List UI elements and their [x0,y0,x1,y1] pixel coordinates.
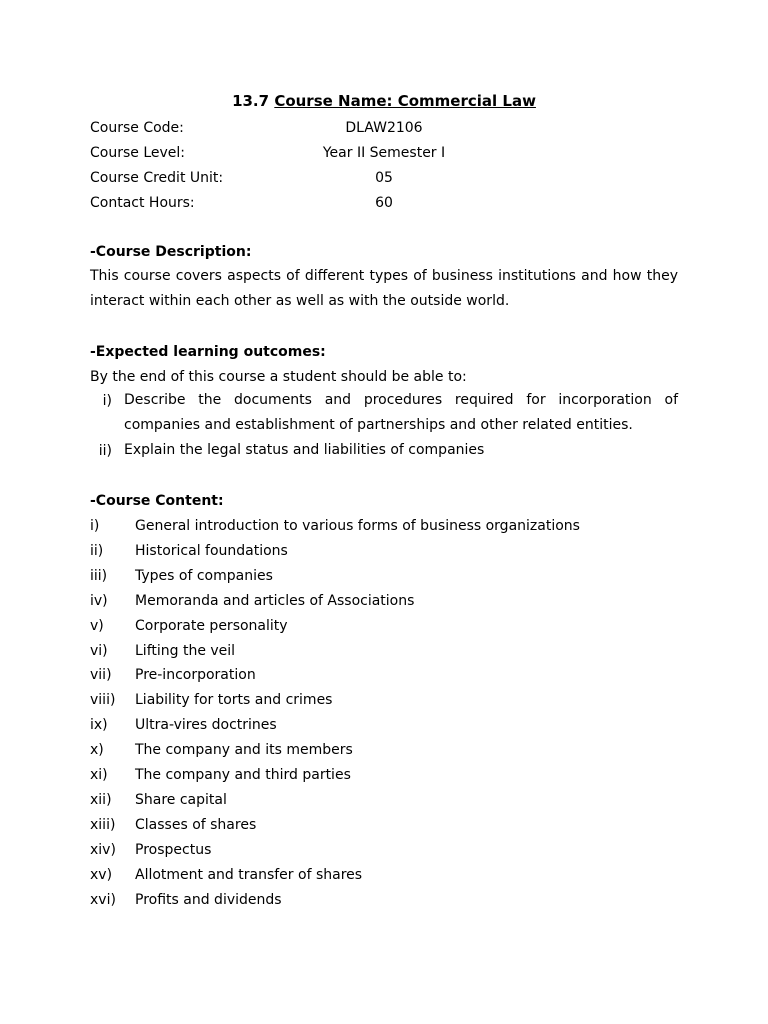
content-item-text: Lifting the veil [135,643,236,659]
content-item-number: xi) [90,767,108,783]
content-item-number: iv) [90,593,108,609]
course-level-value: Year II Semester I [322,145,446,161]
content-item-text: Liability for torts and crimes [135,692,333,708]
content-item-text: Memoranda and articles of Associations [135,593,415,609]
outcome-text: Describe the documents and procedures required for incorporation of companies and establishment of partnerships and other related entities. [124,392,678,433]
content-item-number: v) [90,618,104,634]
outcome-number: i) [102,393,112,409]
contact-hours-label: Contact Hours: [90,195,195,211]
content-item-text: General introduction to various forms of business organizations [135,518,580,534]
page-title [0,91,768,111]
course-code-label: Course Code: [90,120,184,136]
outcomes-intro: By the end of this course a student should be able to: [90,369,467,385]
content-item-text: The company and third parties [135,767,351,783]
description-text: This course covers aspects of different types of business institutions and how they interact within each other as well as with the outside world. [90,268,678,309]
outcomes-heading: -Expected learning outcomes: [90,344,326,360]
content-item-text: Pre-incorporation [135,667,256,683]
course-level-label: Course Level: [90,145,185,161]
content-item-number: viii) [90,692,116,708]
content-item-text: Share capital [135,792,227,808]
content-heading: -Course Content: [90,493,224,509]
content-item-number: xiv) [90,842,116,858]
course-credit-unit-label: Course Credit Unit: [90,170,224,186]
content-item-number: i) [90,518,100,534]
section-number: 13.7 [232,92,270,110]
content-item-number: xii) [90,792,112,808]
content-item-number: iii) [90,568,108,584]
content-item-text: The company and its members [135,742,353,758]
outcome-text: Explain the legal status and liabilities of companies [124,442,485,458]
contact-hours-value: 60 [375,195,393,211]
content-item-text: Allotment and transfer of shares [135,867,363,883]
description-heading: -Course Description: [90,244,252,260]
content-item-text: Ultra-vires doctrines [135,717,277,733]
content-item-number: vii) [90,667,112,683]
outcome-number: ii) [98,443,112,459]
course-code-value: DLAW2106 [345,120,423,136]
content-item-text: Profits and dividends [135,892,282,908]
content-item-number: x) [90,742,104,758]
content-item-text: Types of companies [135,568,273,584]
content-item-number: ii) [90,543,104,559]
course-name-title: Course Name: Commercial Law [274,92,536,110]
content-item-number: xv) [90,867,113,883]
content-item-text: Prospectus [135,842,212,858]
content-item-text: Historical foundations [135,543,288,559]
content-item-text: Classes of shares [135,817,257,833]
content-item-number: xiii) [90,817,116,833]
course-credit-unit-value: 05 [375,170,393,186]
content-item-text: Corporate personality [135,618,288,634]
content-item-number: xvi) [90,892,116,908]
content-item-number: ix) [90,717,108,733]
content-item-number: vi) [90,643,108,659]
